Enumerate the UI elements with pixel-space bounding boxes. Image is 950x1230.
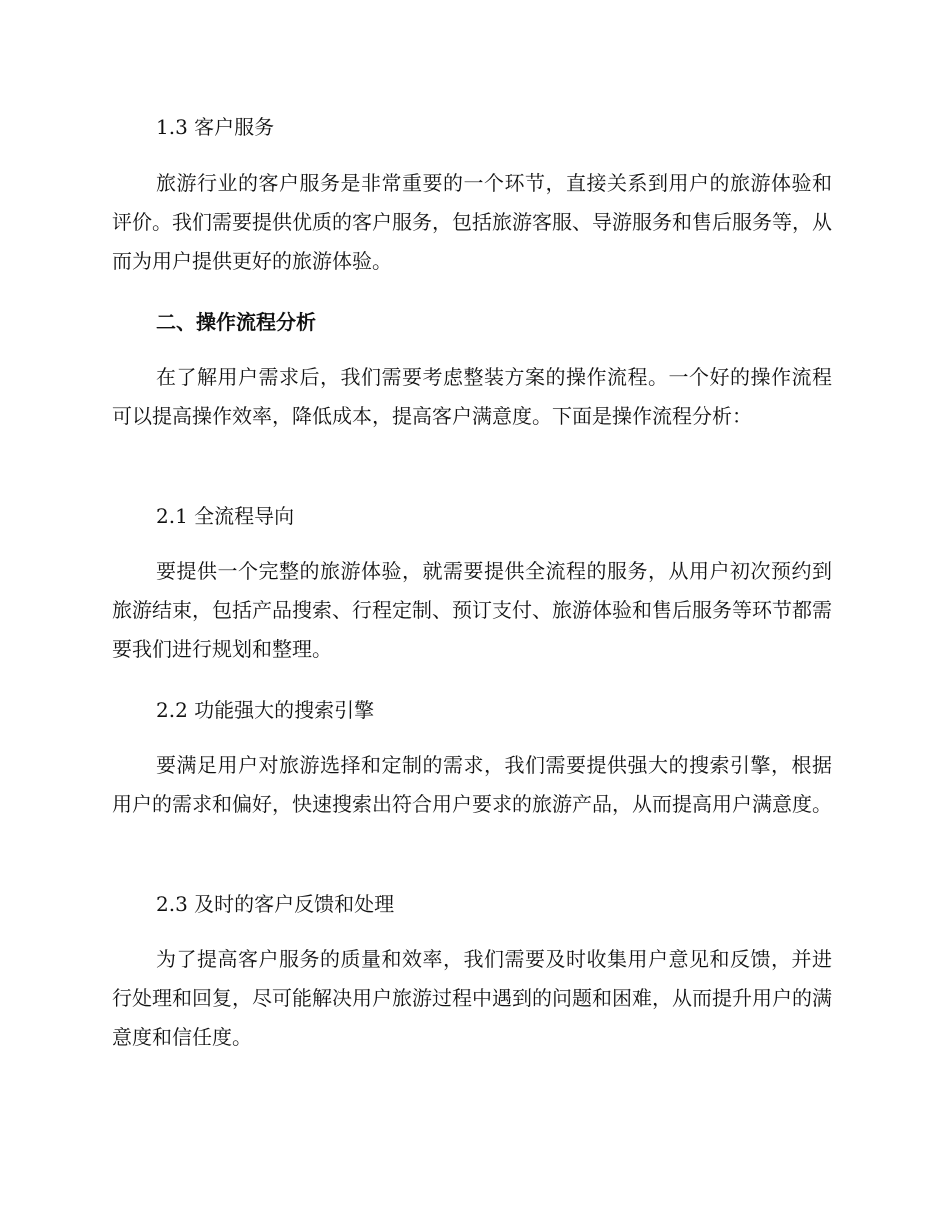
section-heading-1-3: 1.3 客户服务 bbox=[156, 115, 275, 139]
section-heading-2-2: 2.2 功能强大的搜索引擎 bbox=[156, 698, 375, 722]
section-body-1-3: 旅游行业的客户服务是非常重要的一个环节，直接关系到用户的旅游体验和评价。我们需要提供优质的客户服务，包括旅游客服、导游服务和售后服务等，从而为用户提供更好的旅游体验。 bbox=[112, 171, 832, 273]
section-body-2-3: 为了提高客户服务的质量和效率，我们需要及时收集用户意见和反馈，并进行处理和回复，尽可能解决用户旅游过程中遇到的问题和困难，从而提升用户的满意度和信任度。 bbox=[112, 947, 832, 1049]
section-heading-2-1: 2.1 全流程导向 bbox=[156, 504, 295, 528]
section-body-2-2: 要满足用户对旅游选择和定制的需求，我们需要提供强大的搜索引擎，根据用户的需求和偏好，快速搜索出符合用户要求的旅游产品，从而提高用户满意度。 bbox=[112, 753, 832, 816]
section-heading-2: 二、操作流程分析 bbox=[156, 310, 316, 334]
section-body-2: 在了解用户需求后，我们需要考虑整装方案的操作流程。一个好的操作流程可以提高操作效率，降低成本，提高客户满意度。下面是操作流程分析： bbox=[112, 365, 832, 428]
section-heading-2-3: 2.3 及时的客户反馈和处理 bbox=[156, 892, 395, 916]
section-body-2-1: 要提供一个完整的旅游体验，就需要提供全流程的服务，从用户初次预约到旅游结束，包括产品搜索、行程定制、预订支付、旅游体验和售后服务等环节都需要我们进行规划和整理。 bbox=[112, 559, 832, 661]
